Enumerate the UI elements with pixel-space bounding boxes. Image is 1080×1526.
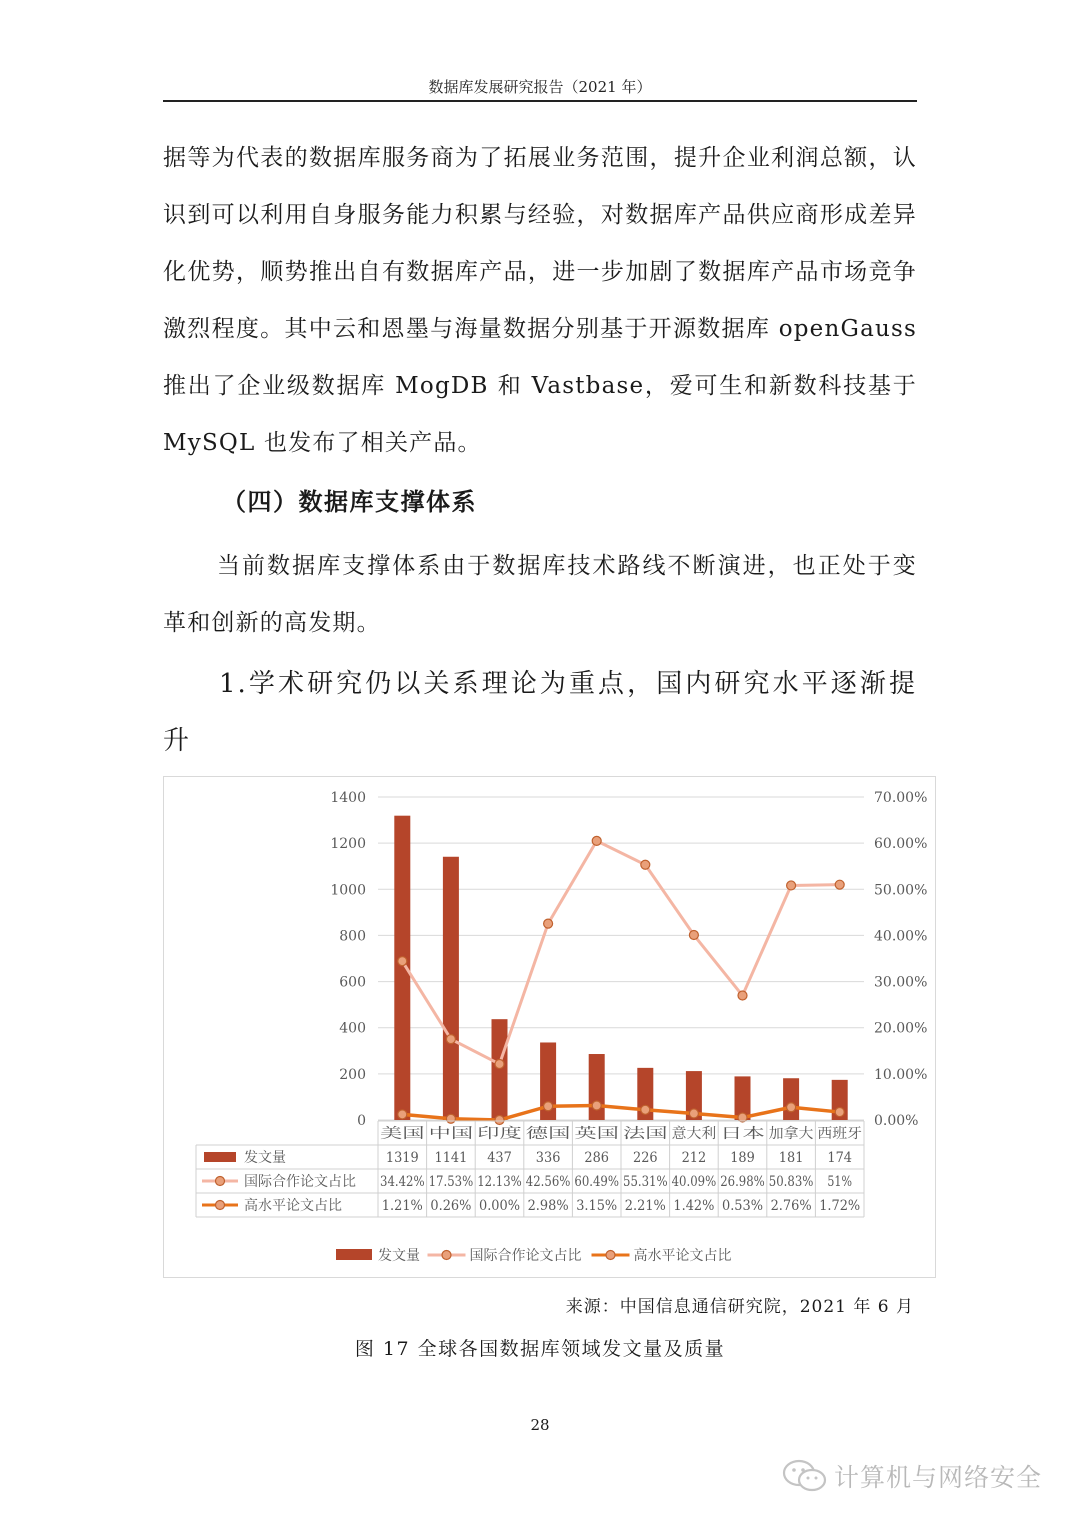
table-legend-key xyxy=(216,1201,225,1210)
body-paragraph: 当前数据库支撑体系由于数据库技术路线不断演进，也正处于变革和创新的高发期。 xyxy=(163,553,917,636)
watermark-text: 计算机与网络安全 xyxy=(834,1463,1043,1492)
data-label: 1319 xyxy=(385,1150,419,1166)
data-label: 17.53% xyxy=(428,1174,474,1190)
data-label: 50.83% xyxy=(768,1174,814,1190)
left-axis-tick-label: 800 xyxy=(339,928,366,945)
category-label: 加拿大 xyxy=(768,1126,811,1142)
right-axis-tick-label: 40.00% xyxy=(874,928,928,945)
intl-collab-point xyxy=(446,1035,455,1044)
watermark xyxy=(782,1458,1042,1494)
table-legend-key xyxy=(216,1177,225,1186)
intl-collab-point xyxy=(495,1060,504,1069)
left-axis-tick-label: 1000 xyxy=(330,882,366,899)
left-axis-tick-label: 200 xyxy=(339,1066,366,1083)
intl-collab-point xyxy=(689,931,698,940)
body-paragraph: 据等为代表的数据库服务商为了拓展业务范围，提升企业利润总额，认识到可以利用自身服务能力积累与经验，对数据库产品供应商形成差异化优势，顺势推出自有数据库产品，进一步加剧了数据库产品市场竞争激烈程度。其中云和恩墨与海量数据分别基于开源数据库 openGauss 推出了企业级数据库 MogDB 和 Vastbase，爱可生和新数科技基于 MySQL 也发布了相关产品。 xyxy=(163,145,917,456)
data-label: 437 xyxy=(487,1150,512,1166)
high-level-line xyxy=(402,1105,839,1120)
high-level-point xyxy=(787,1103,796,1112)
data-label: 34.42% xyxy=(380,1174,425,1190)
data-label: 55.31% xyxy=(623,1174,668,1190)
intl-collab-line xyxy=(402,841,839,1064)
bar xyxy=(443,857,459,1120)
data-label: 40.09% xyxy=(671,1174,717,1190)
data-label: 2.76% xyxy=(770,1198,812,1214)
data-label: 181 xyxy=(778,1150,804,1166)
right-axis-tick-label: 30.00% xyxy=(874,974,928,991)
intl-collab-point xyxy=(835,880,844,889)
data-label: 189 xyxy=(730,1150,755,1166)
category-label: 西班牙 xyxy=(817,1126,862,1142)
data-label: 0.00% xyxy=(479,1198,520,1214)
data-label: 2.21% xyxy=(624,1198,666,1214)
intl-collab-point xyxy=(738,991,747,1000)
left-axis-tick-label: 0 xyxy=(357,1113,366,1129)
data-label: 60.49% xyxy=(574,1174,619,1190)
high-level-point xyxy=(544,1102,553,1111)
legend-label: 国际合作论文占比 xyxy=(469,1248,582,1264)
legend-label: 高水平论文占比 xyxy=(633,1248,732,1264)
chart-container xyxy=(163,776,936,1278)
intl-collab-point xyxy=(398,957,407,966)
section-heading: （四）数据库支撑体系 xyxy=(222,487,477,516)
high-level-point xyxy=(835,1108,844,1117)
source-note: 来源：中国信息通信研究院，2021 年 6 月 xyxy=(565,1297,914,1317)
data-label: 212 xyxy=(681,1150,707,1166)
high-level-point xyxy=(446,1114,455,1123)
table-row-label: 高水平论文占比 xyxy=(244,1198,342,1214)
category-label: 德国 xyxy=(525,1126,571,1142)
high-level-point xyxy=(592,1101,601,1110)
data-label: 286 xyxy=(584,1150,610,1166)
right-axis-tick-label: 50.00% xyxy=(874,882,928,899)
table-row-label: 国际合作论文占比 xyxy=(244,1174,356,1190)
data-label: 0.53% xyxy=(722,1198,763,1214)
data-label: 3.15% xyxy=(576,1198,618,1214)
category-label: 法国 xyxy=(623,1126,651,1142)
data-label: 174 xyxy=(827,1150,853,1166)
category-label: 中国 xyxy=(428,1126,457,1142)
data-label: 1.72% xyxy=(819,1198,861,1214)
left-axis-tick-label: 400 xyxy=(339,1020,366,1037)
data-label: 1.21% xyxy=(381,1198,423,1214)
right-axis-tick-label: 10.00% xyxy=(874,1066,928,1083)
left-axis-tick-label: 600 xyxy=(339,974,366,991)
left-axis-tick-label: 1400 xyxy=(330,790,366,806)
high-level-point xyxy=(641,1105,650,1114)
page-number: 28 xyxy=(530,1416,550,1434)
data-label: 51% xyxy=(827,1174,852,1190)
right-axis-tick-label: 70.00% xyxy=(874,790,928,806)
intl-collab-point xyxy=(592,836,601,845)
data-label: 0.26% xyxy=(430,1198,472,1214)
high-level-point xyxy=(495,1116,504,1125)
right-axis-tick-label: 20.00% xyxy=(874,1020,928,1037)
data-label: 26.98% xyxy=(720,1174,765,1190)
combo-chart xyxy=(164,777,935,1277)
subsection-heading: 1.学术研究仍以关系理论为重点，国内研究水平逐渐提升 xyxy=(163,669,917,756)
header-rule xyxy=(163,100,917,102)
category-label: 印度 xyxy=(477,1126,506,1142)
high-level-point xyxy=(689,1109,698,1118)
wechat-icon xyxy=(782,1459,828,1493)
table-legend-key xyxy=(204,1152,236,1162)
legend-key xyxy=(336,1249,372,1260)
data-label: 1.42% xyxy=(673,1198,715,1214)
category-label: 意大利 xyxy=(671,1126,714,1142)
data-label: 12.13% xyxy=(477,1174,522,1190)
table-row-label: 发文量 xyxy=(244,1150,286,1166)
data-label: 226 xyxy=(633,1150,658,1166)
bar xyxy=(783,1078,799,1120)
bar xyxy=(492,1019,508,1120)
category-label: 日本 xyxy=(720,1126,749,1142)
data-label: 336 xyxy=(535,1150,561,1166)
left-axis-tick-label: 1200 xyxy=(330,836,366,853)
right-axis-tick-label: 0.00% xyxy=(874,1113,919,1129)
intl-collab-point xyxy=(787,881,796,890)
category-label: 美国 xyxy=(380,1126,425,1142)
data-label: 1141 xyxy=(434,1150,468,1166)
intl-collab-point xyxy=(641,860,650,869)
high-level-point xyxy=(398,1110,407,1119)
right-axis-tick-label: 60.00% xyxy=(874,836,928,853)
category-label: 英国 xyxy=(574,1126,619,1142)
data-label: 2.98% xyxy=(527,1198,569,1214)
data-label: 42.56% xyxy=(525,1174,571,1190)
legend-label: 发文量 xyxy=(378,1248,420,1264)
intl-collab-point xyxy=(544,919,553,928)
legend-key xyxy=(606,1251,615,1260)
figure-caption: 图 17 全球各国数据库领域发文量及质量 xyxy=(354,1338,726,1360)
header-title: 数据库发展研究报告（2021 年） xyxy=(428,78,652,96)
legend-key xyxy=(442,1251,451,1260)
